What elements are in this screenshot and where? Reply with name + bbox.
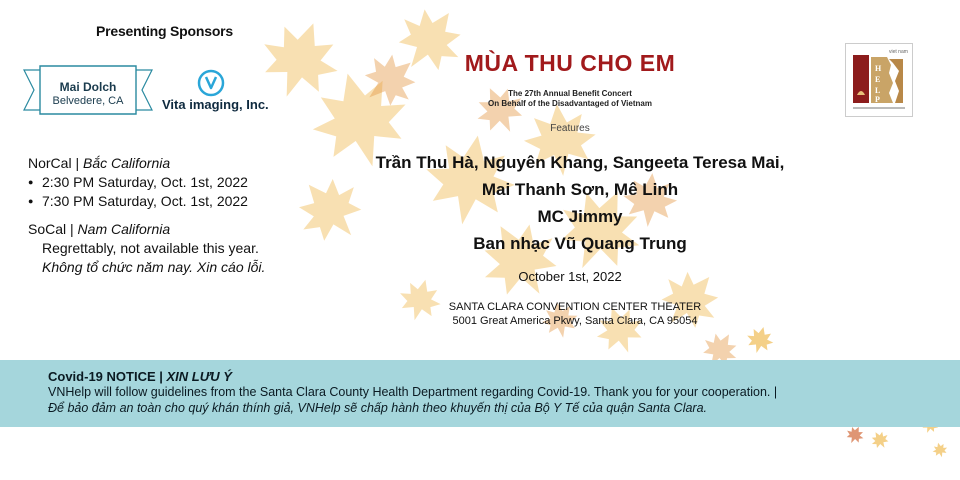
event-date: October 1st, 2022 xyxy=(518,269,622,284)
vnhelp-logo-icon xyxy=(845,43,913,117)
sponsors-heading: Presenting Sponsors xyxy=(96,23,234,39)
logo-top-text: viet nam xyxy=(889,49,908,55)
event-title: MÙA THU CHO EM xyxy=(464,50,676,76)
notice-title-vi: XIN LƯU Ý xyxy=(166,369,232,384)
covid-notice-vietnamese: Để bảo đảm an toàn cho quý khán thính giả, VNHelp sẽ chấp hành theo khuyến thị của Bộ Y Tế của quận Santa Clara. xyxy=(48,401,708,415)
socal-note-vi xyxy=(28,258,265,277)
sponsor-2-name: Vita imaging, Inc. xyxy=(162,97,269,112)
notice-title-en: Covid-19 NOTICE | xyxy=(48,369,167,384)
socal-vi-label: Nam California xyxy=(77,221,171,237)
sponsor-mai-dolch-badge xyxy=(22,64,154,116)
svg-text:H: H xyxy=(875,64,882,73)
norcal-vi-label: Bắc California xyxy=(82,155,171,171)
schedule-block xyxy=(28,154,265,277)
venue-name: SANTA CLARA CONVENTION CENTER THEATER xyxy=(448,301,702,313)
venue xyxy=(400,300,750,328)
showtime-item: ● 7:30 PM Saturday, Oct. 1st, 2022 xyxy=(28,192,265,211)
performers-list xyxy=(300,149,860,257)
showtime-item: ● 2:30 PM Saturday, Oct. 1st, 2022 xyxy=(28,173,265,192)
subtitle-line-2: On Behalf of the Disadvantaged of Vietnam xyxy=(488,99,652,108)
svg-text:E: E xyxy=(875,75,881,84)
svg-text:L: L xyxy=(875,86,881,95)
norcal-label: NorCal | xyxy=(28,155,83,171)
subtitle-line-1: The 27th Annual Benefit Concert xyxy=(508,89,632,98)
socal-note-vi-text: Không tổ chức năm nay. Xin cáo lỗi. xyxy=(42,259,266,275)
vita-imaging-logo-icon xyxy=(196,68,226,98)
socal-heading xyxy=(28,220,265,239)
sponsor-1-location: Belvedere, CA xyxy=(52,95,124,107)
performer-line: MC Jimmy xyxy=(537,207,623,226)
performer-line: Mai Thanh Sơn, Mê Linh xyxy=(481,180,679,199)
norcal-heading xyxy=(28,154,265,173)
svg-text:P: P xyxy=(875,95,880,104)
covid-notice-english: VNHelp will follow guidelines from the Santa Clara County Health Department regarding Covid-19. Thank you for your cooperation. | xyxy=(48,385,778,399)
performer-line: Ban nhạc Vũ Quang Trung xyxy=(473,234,687,253)
norcal-showtimes xyxy=(28,173,265,211)
venue-address: 5001 Great America Pkwy, Santa Clara, CA 95054 xyxy=(452,315,698,327)
socal-note-en: Regrettably, not available this year. xyxy=(42,240,259,256)
features-label: Features xyxy=(550,123,590,134)
sponsor-1-name: Mai Dolch xyxy=(59,80,117,94)
socal-label: SoCal | xyxy=(28,221,78,237)
covid-notice-title xyxy=(48,369,232,384)
event-subtitle xyxy=(420,89,720,109)
performer-line: Trần Thu Hà, Nguyên Khang, Sangeeta Teresa Mai, xyxy=(375,153,785,172)
